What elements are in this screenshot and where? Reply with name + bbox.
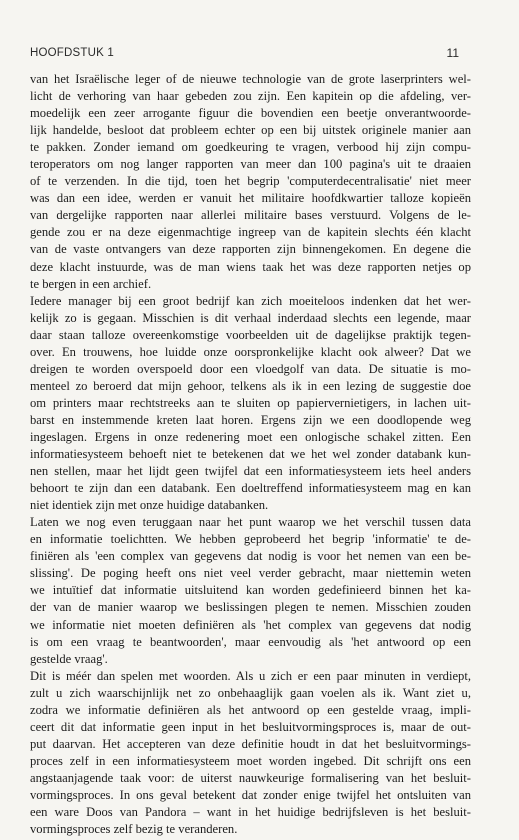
- text-line: Laten we nog even teruggaan naar het punt waarop we het verschil tussen data: [30, 515, 471, 530]
- text-line: behoort te zijn dan een databank. Een doeltreffend informatiesysteem mag en kan: [30, 481, 471, 496]
- text-line: van de vaste ontvangers van deze rapporten zijn binnengekomen. En degene die: [30, 242, 471, 257]
- text-line: der van de manier waarop we beslissingen plegen te nemen. Misschien zouden: [30, 600, 471, 615]
- text-line: slissing'. De poging heeft ons niet veel verder gebracht, maar niettemin weten: [30, 566, 471, 581]
- text-line: moedelijk een zeer arrogante figuur die bovendien een beetje onverantwoorde-: [30, 106, 471, 121]
- page-number: 11: [446, 46, 459, 60]
- text-line: ingeslagen. Ergens in onze redenering moet een onlogische schakel zitten. Een: [30, 429, 471, 444]
- text-line: finiëren als 'een complex van gegevens dat nodig is voor het nemen van een be-: [30, 549, 471, 564]
- paragraph: [30, 514, 471, 667]
- text-line: barst en instemmende kreten laat horen. Ergens zijn we een doodlopende weg: [30, 412, 471, 427]
- text-line: nen stellen, maar het lijdt geen twijfel dat een informatiesysteem iets heel anders: [30, 464, 471, 479]
- text-line: en informatie toelichtten. We hebben geprobeerd het begrip 'informatie' te de-: [30, 532, 471, 547]
- text-line: we intuïtief dat informatie uitsluitend kan worden gedefinieerd binnen het ka-: [30, 583, 471, 598]
- text-line: Iedere manager bij een groot bedrijf kan zich moeiteloos indenken dat het wer-: [30, 293, 471, 308]
- text-line: een ware Doos van Pandora – want in het huidige bedrijfsleven is het besluit-: [30, 805, 471, 820]
- text-line: ceert dit dat informatie geen input in het besluitvormingsproces is, maar de out-: [30, 719, 471, 734]
- text-line: Dit is méér dan spelen met woorden. Als u zich er een paar minuten in verdiept,: [30, 668, 471, 683]
- text-line: gestelde vraag'.: [30, 651, 108, 666]
- text-line: we informatie niet moeten definiëren als 'het complex van gegevens dat nodig: [30, 617, 471, 632]
- running-head: HOOFDSTUK 1: [30, 47, 114, 59]
- text-line: te bergen in een archief.: [30, 276, 152, 291]
- text-line: proces zelf in een informatiesysteem moet worden ingebed. Dit schrijft ons een: [30, 753, 471, 768]
- text-line: licht de verhoring van haar gebeden zou zijn. Een kapitein op die afdeling, ver-: [30, 89, 471, 104]
- text-line: menteel zo beroerd dat mijn gehoor, telkens als ik in een lezing de suggestie doe: [30, 378, 471, 393]
- text-line: vormingsproces zelf bezig te veranderen.: [30, 822, 238, 837]
- text-line: is om een vraag te beantwoorden', maar eenvoudig als 'het antwoord op een: [30, 634, 471, 649]
- text-line: of te verzenden. In die tijd, toen het begrip 'computerdecentralisatie' niet meer: [30, 174, 471, 189]
- text-line: deze klacht instuurde, was de man wiens taak het was deze rapporten netjes op: [30, 259, 471, 274]
- text-line: gende zou er na deze eigenmachtige ingreep van de kapitein slechts één klacht: [30, 225, 471, 240]
- text-line: angstaanjagende taak voor: de uiterst nauwkeurige formalisering van het besluit-: [30, 770, 471, 785]
- text-line: put daarvan. Het accepteren van deze definitie houdt in dat het besluitvormings-: [30, 736, 471, 751]
- text-line: kelijk zo is gegaan. Misschien is dit verhaal inderdaad slechts een legende, maar: [30, 310, 471, 325]
- text-line: dreigen te worden overspoeld door een vloedgolf van data. De situatie is mo-: [30, 361, 471, 376]
- text-line: lijk handelde, besloot dat probleem echter op een bij uitstek originele manier aan: [30, 123, 471, 138]
- text-line: was dan een idee, werden er vanuit het militaire hoofdkwartier talloze kopieën: [30, 191, 471, 206]
- text-line: zult u zich waarschijnlijk net zo onbehaaglijk gaan voelen als ik. Want ziet u,: [30, 685, 471, 700]
- text-line: te pakken. Zonder iemand om goedkeuring te vragen, verbood hij zijn compu-: [30, 140, 471, 155]
- text-line: niet identiek zijn met onze huidige databanken.: [30, 498, 269, 513]
- paragraph: [30, 668, 471, 838]
- body-text: [30, 71, 471, 838]
- paragraph: [30, 71, 471, 293]
- text-line: van dergelijke rapporten naar allerlei militaire bases verstuurd. Volgens de le-: [30, 208, 471, 223]
- text-line: informatiesysteem behoeft niet te betekenen dat we het wel zonder databank kun-: [30, 447, 471, 462]
- text-line: zodra we informatie definiëren als het antwoord op een gestelde vraag, impli-: [30, 702, 471, 717]
- text-line: daar staan talloze overeenkomstige voorbeelden uit de dagelijkse praktijk tegen-: [30, 327, 471, 342]
- text-line: om printers maar rechtstreeks aan te sluiten op papiervernietigers, in lachen uit-: [30, 395, 471, 410]
- text-line: over. En trouwens, hoe luidde onze oorspronkelijke klacht ook alweer? Dat we: [30, 344, 471, 359]
- text-line: teroperators om nog langer rapporten van meer dan 100 pagina's uit te draaien: [30, 157, 471, 172]
- text-line: van het Israëlische leger of de nieuwe technologie van de grote laserprinters wel-: [30, 72, 471, 86]
- text-line: vormingsproces. In ons geval betekent dat zonder enige twijfel het ontsluiten van: [30, 787, 471, 802]
- paragraph: [30, 293, 471, 515]
